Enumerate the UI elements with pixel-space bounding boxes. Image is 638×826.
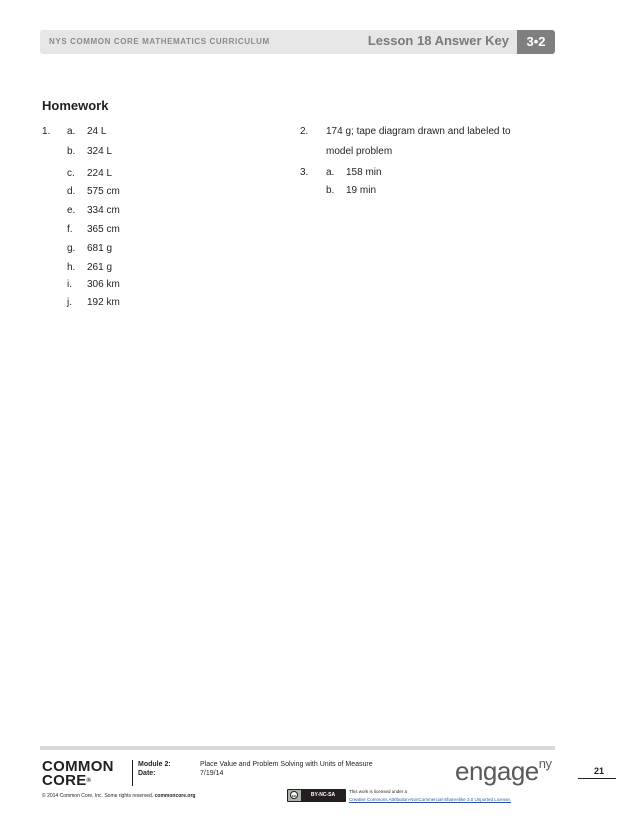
- page-number-underline: [578, 778, 616, 779]
- item-answer: 575 cm: [87, 186, 120, 197]
- item-answer: 334 cm: [87, 205, 120, 216]
- item-answer: 192 km: [87, 297, 120, 308]
- date-label: Date:: [138, 770, 156, 777]
- item-letter: d.: [67, 186, 76, 197]
- date-value: 7/19/14: [200, 770, 224, 777]
- answer-line: 174 g; tape diagram drawn and labeled to: [326, 126, 511, 137]
- copyright-site: commoncore.org: [154, 793, 196, 799]
- copyright: [42, 793, 195, 799]
- item-answer: 324 L: [87, 146, 113, 157]
- item-answer: 24 L: [87, 126, 107, 137]
- page-number: 21: [594, 766, 605, 776]
- grade-module-badge: 3•2: [517, 30, 555, 54]
- question-number: 2.: [300, 126, 309, 137]
- item-letter: i.: [67, 279, 72, 290]
- lesson-title: Lesson 18 Answer Key: [367, 33, 509, 48]
- logo-trademark: ®: [86, 778, 92, 784]
- header-bar: [40, 30, 555, 54]
- item-answer: 365 cm: [87, 224, 120, 235]
- section-title: Homework: [42, 98, 109, 113]
- item-letter: j.: [67, 297, 72, 308]
- item-answer: 224 L: [87, 168, 113, 179]
- item-letter: b.: [67, 146, 76, 157]
- item-letter: a.: [326, 167, 335, 178]
- engageny-logo: [455, 756, 552, 787]
- question-number: 1.: [42, 126, 51, 137]
- question-number: 3.: [300, 167, 309, 178]
- answer-line: model problem: [326, 146, 393, 157]
- item-answer: 306 km: [87, 279, 120, 290]
- item-answer: 19 min: [346, 185, 377, 196]
- curriculum-label: NYS COMMON CORE MATHEMATICS CURRICULUM: [49, 37, 270, 46]
- engage-text: engage: [455, 756, 539, 786]
- cc-icon: cc: [291, 793, 297, 798]
- logo-line-2: CORE: [42, 772, 87, 789]
- license-link[interactable]: Creative Commons Attribution-NonCommercial-ShareAlike 3.0 Unported License.: [349, 797, 512, 802]
- item-letter: c.: [67, 168, 75, 179]
- cc-badge-text: BY-NC-SA: [301, 790, 345, 801]
- copyright-text: © 2014 Common Core, Inc. Some rights reserved.: [42, 793, 154, 799]
- footer-divider: [40, 746, 555, 750]
- item-answer: 261 g: [87, 262, 113, 273]
- item-letter: b.: [326, 185, 335, 196]
- common-core-logo: [42, 760, 114, 788]
- footer-vertical-divider: [132, 760, 133, 786]
- module-value: Place Value and Problem Solving with Units of Measure: [200, 761, 373, 768]
- item-letter: h.: [67, 262, 76, 273]
- license-text: This work is licensed under a: [349, 789, 408, 794]
- item-letter: a.: [67, 126, 76, 137]
- module-label: Module 2:: [138, 761, 171, 768]
- item-answer: 681 g: [87, 243, 113, 254]
- logo-line-1: COMMON: [42, 758, 114, 775]
- item-letter: e.: [67, 205, 76, 216]
- item-letter: f.: [67, 224, 73, 235]
- engage-superscript: ny: [538, 756, 552, 772]
- item-letter: g.: [67, 243, 76, 254]
- item-answer: 158 min: [346, 167, 382, 178]
- cc-license-badge[interactable]: [287, 789, 346, 802]
